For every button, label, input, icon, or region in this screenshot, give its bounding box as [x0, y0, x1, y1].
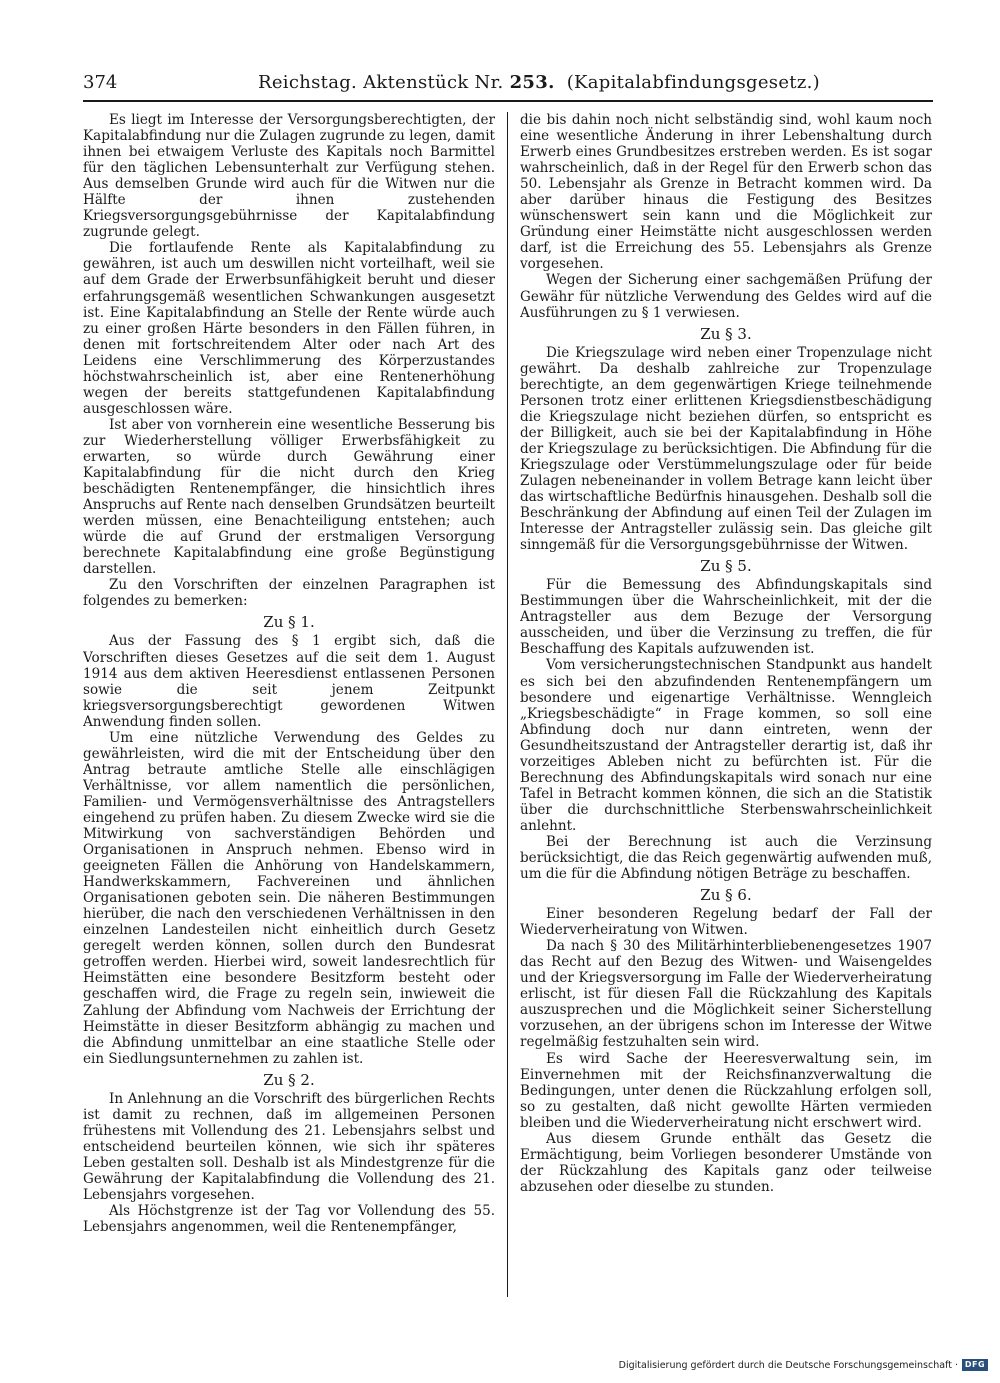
paragraph: Als Höchstgrenze ist der Tag vor Vollendung des 55. Lebensjahrs angenommen, weil die Rentenempfänger, — [83, 1203, 495, 1236]
paragraph: Aus der Fassung des § 1 ergibt sich, daß die Vorschriften dieses Gesetzes auf die seit dem 1. August 1914 aus dem aktiven Heeresdienst entlassenen Personen sowie die seit jenem Zeitpunkt kriegsversorgungsberechtigt gewordenen Witwen Anwendung finden sollen. — [83, 633, 495, 730]
section-heading: Zu § 3. — [700, 324, 752, 343]
paragraph: Die Kriegszulage wird neben einer Tropenzulage nicht gewährt. Da deshalb zahlreiche zur Tropenzulage berechtigte, an dem gegenwärtigen Kriege teilnehmende Personen trotz einer erlittenen Kriegsdienstbeschädigung die Kriegszulage nicht beziehen dürfen, so entspricht es der Billigkeit, auch sie bei der Kapitalabfindung in Höhe der Kriegszulage zu berücksichtigen. Die Abfindung für die Kriegszulage oder Verstümmelungszulage oder für beide Zulagen nebeneinander in vollem Betrage kann leicht über das wirtschaftliche Bedürfnis hinausgehen. Deshalb soll die Beschränkung der Abfindung auf einen Teil der Zulagen im Interesse der Antragsteller zulässig sein. Das gleiche gilt sinngemäß für die Versorgungsgebührnisse der Witwen. — [520, 344, 932, 554]
paragraph: Es liegt im Interesse der Versorgungsberechtigten, der Kapitalabfindung nur die Zulagen zugrunde zu legen, damit ihnen bei etwaigem Verluste des Kapitals noch Barmittel für den täglichen Lebensunterhalt zur Verfügung stehen. Aus demselben Grunde wird auch für die Witwen nur die Hälfte der ihnen zustehenden Kriegsversorgungsgebührnisse der Kapitalabfindung zugrunde gelegt. — [83, 112, 495, 241]
paragraph: Bei der Berechnung ist auch die Verzinsung berücksichtigt, die das Reich gegenwärtig aufwenden muß, um die für die Abfindung nötigen Beträge zu beschaffen. — [520, 833, 932, 883]
left-column — [83, 112, 495, 1297]
paragraph: Für die Bemessung des Abfindungskapitals sind Bestimmungen über die Wahrscheinlichkeit, mit der die Antragsteller aus dem Bezuge der Versorgung ausscheiden, und über die Verzinsung zu treffen, die für Beschaffung des Kapitals aufzuwenden ist. — [520, 577, 932, 658]
paragraph: Um eine nützliche Verwendung des Geldes zu gewährleisten, wird die mit der Entscheidung über den Antrag betraute amtliche Stelle alle einschlägigen Verhältnisse, vor allem namentlich die persönlichen, Familien- und Vermögensverhältnisse des Antragstellers eingehend zu prüfen haben. Zu diesem Zwecke wird sie die Mitwirkung von sachverständigen Behörden und Organisationen in Anspruch nehmen. Ebenso wird in geeigneten Fällen die Anhörung von Handelskammern, Handwerkskammern, Fachvereinen und ähnlichen Organisationen geboten sein. Die näheren Bestimmungen hierüber, die nach den verschiedenen Verhältnissen in den einzelnen Landesteilen nicht einheitlich durch Gesetz geregelt werden können, sollen durch den Bundesrat getroffen werden. Hierbei wird, soweit landesrechtlich für Heimstätten eine besondere Besitzform besteht oder geschaffen wird, die Frage zu regeln sein, inwieweit die Zahlung der Abfindung vom Nachweis der Errichtung der Heimstätte in dieser Besitzform abhängig zu machen und die Abfindung unmittelbar an eine staatliche Stelle oder ein Siedlungsunternehmen zu zahlen ist. — [83, 729, 495, 1067]
paragraph: Da nach § 30 des Militärhinterbliebenengesetzes 1907 das Recht auf den Bezug des Witwen- und Waisengeldes und der Kriegsversorgung im Falle der Wiederverheiratung erlischt, ist für diesen Fall die Rückzahlung des Kapitals auszusprechen und die Möglichkeit seiner Sicherstellung vorzusehen, an der übrigens schon im Interesse der Witwe regelmäßig festzuhalten sein wird. — [520, 938, 932, 1051]
title-part2: (Kapitalabfindungsgesetz.) — [566, 72, 820, 93]
paragraph: Wegen der Sicherung einer sachgemäßen Prüfung der Gewähr für nützliche Verwendung des Geldes wird auf die Ausführungen zu § 1 verwiesen. — [520, 272, 932, 321]
paragraph: In Anlehnung an die Vorschrift des bürgerlichen Rechts ist damit zu rechnen, daß im allgemeinen Personen frühestens mit Vollendung des 21. Lebensjahrs selbst und entscheidend beurteilen können, wie sich ihr späteres Leben gestalten soll. Deshalb ist als Mindestgrenze für die Gewährung der Kapitalabfindung die Vollendung des 21. Lebensjahrs vorgesehen. — [83, 1090, 495, 1203]
digitization-footer — [619, 1357, 988, 1373]
paragraph: Ist aber von vornherein eine wesentliche Besserung bis zur Wiederherstellung völliger Erwerbsfähigkeit zu erwarten, so würde durch Gewährung einer Kapitalabfindung für die nicht durch den Krieg beschädigten Rentenempfänger, die hinsichtlich ihres Anspruchs auf Rente nach denselben Grundsätzen beurteilt werden müssen, eine Benachteiligung entstehen; auch würde die auf Grund der erstmaligen Versorgung berechnete Kapitalabfindung eine große Begünstigung darstellen. — [83, 416, 495, 578]
paragraph: Die fortlaufende Rente als Kapitalabfindung zu gewähren, ist auch um deswillen nicht vorteilhaft, weil sie auf dem Grade der Erwerbsunfähigkeit beruht und dieser erfahrungsgemäß wesentlichen Schwankungen ausgesetzt ist. Eine Kapitalabfindung an Stelle der Rente würde auch zu einer großen Härte besonders in den Fällen führen, in denen mit fortschreitendem Alter oder nach Art des Leidens eine Verschlimmerung des Körperzustandes höchstwahrscheinlich ist, aber eine Rentenerhöhung wegen der bereits stattgefundenen Kapitalabfindung ausgeschlossen wäre. — [83, 240, 495, 417]
page-header — [83, 66, 933, 102]
paragraph: die bis dahin noch nicht selbständig sind, wohl kaum noch eine wesentliche Änderung in ihrer Lebenshaltung durch Erwerb eines Grundbesitzes erstreben werden. Es ist sogar wahrscheinlich, daß in der Regel für den Erwerb schon das 50. Lebensjahr als Grenze in Betracht kommen wird. Da aber darüber hinaus die Festigung des Besitzes wünschenswert sein kann und die Möglichkeit zur Gründung einer Heimstätte nicht ausgeschlossen werden darf, ist die Erreichung des 55. Lebensjahrs als Grenze vorgesehen. — [520, 112, 932, 273]
title-part1: Reichstag. Aktenstück Nr. — [258, 72, 504, 93]
paragraph: Zu den Vorschriften der einzelnen Paragraphen ist folgendes zu bemerken: — [83, 577, 495, 610]
section-heading: Zu § 2. — [263, 1070, 315, 1089]
section-heading: Zu § 5. — [700, 557, 752, 576]
paragraph: Einer besonderen Regelung bedarf der Fall der Wiederverheiratung von Witwen. — [520, 906, 932, 939]
paragraph: Aus diesem Grunde enthält das Gesetz die Ermächtigung, beim Vorliegen besonderer Umstände von der Rückzahlung des Kapitals ganz oder teilweise abzusehen oder dieselbe zu stunden. — [520, 1130, 932, 1195]
section-heading: Zu § 1. — [263, 613, 315, 632]
page-number: 374 — [83, 72, 118, 93]
right-column — [520, 112, 932, 1297]
column-divider — [507, 112, 508, 1297]
section-heading: Zu § 6. — [700, 886, 752, 905]
document-number: 253. — [509, 72, 555, 93]
running-title — [258, 72, 820, 93]
dfg-logo-icon: DFG — [962, 1359, 988, 1371]
text-columns — [83, 112, 933, 1297]
footer-text: Digitalisierung gefördert durch die Deutsche Forschungsgemeinschaft · — [618, 1359, 958, 1371]
paragraph: Es wird Sache der Heeresverwaltung sein, im Einvernehmen mit der Reichsfinanzverwaltung die Bedingungen, unter denen die Rückzahlung erfolgen soll, so zu gestalten, daß nicht gewollte Härten vermieden bleiben und die Wiederverheiratung nicht erschwert wird. — [520, 1050, 932, 1131]
paragraph: Vom versicherungstechnischen Standpunkt aus handelt es sich bei den abzufindenden Rentenempfängern um besondere und eigenartige Verhältnisse. Wenngleich „Kriegsbeschädigte“ in Frage kommen, so soll eine Abfindung doch nur dann eintreten, wenn der Gesundheitszustand der Antragsteller derartig ist, daß ihr vorzeitiges Ableben nicht zu befürchten ist. Für die Berechnung des Abfindungskapitals wird sonach nur eine Tafel in Betracht kommen können, die sich an die Statistik über die durchschnittliche Sterbenswahrscheinlichkeit anlehnt. — [520, 657, 932, 834]
